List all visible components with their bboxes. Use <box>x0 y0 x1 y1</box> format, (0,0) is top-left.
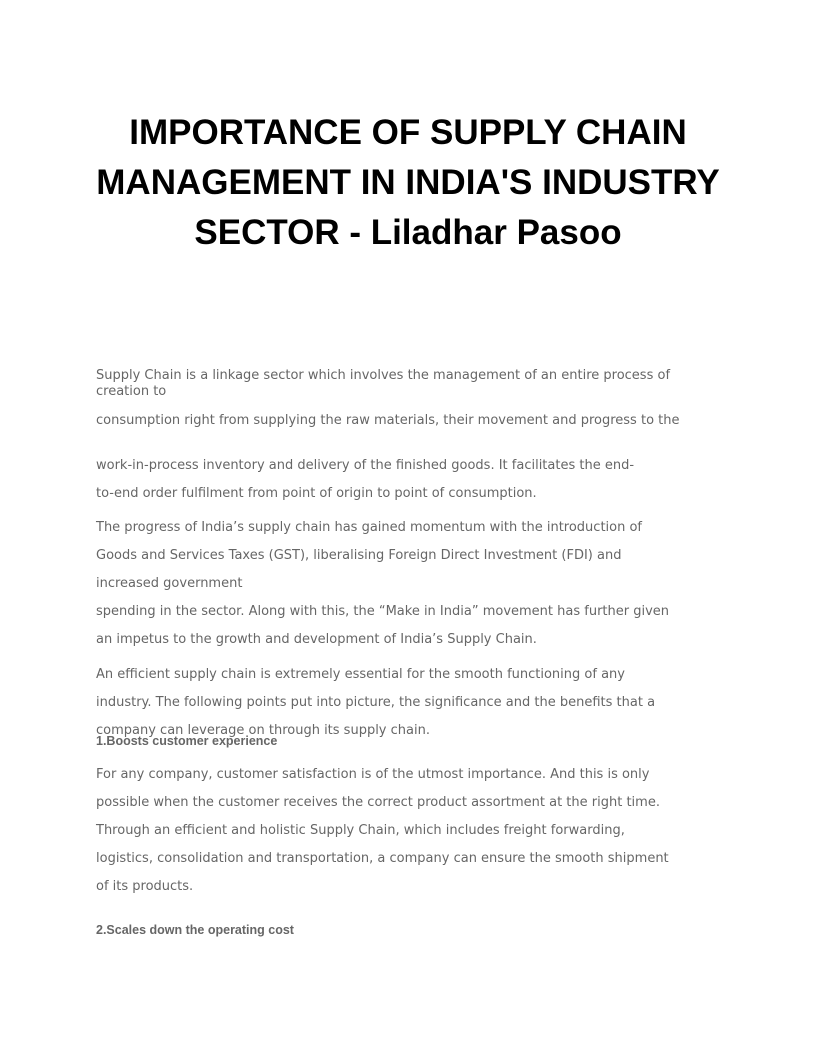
paragraph-1-line-3: work-in-process inventory and delivery of the finished goods. It facilitates the end- <box>96 458 635 473</box>
paragraph-1-line-2: consumption right from supplying the raw materials, their movement and progress to the <box>96 413 680 428</box>
section-1-heading: 1.Boosts customer experience <box>96 734 278 748</box>
section-1-line-1: For any company, customer satisfaction is of the utmost importance. And this is only <box>96 767 650 782</box>
section-1-line-2: possible when the customer receives the correct product assortment at the right time. <box>96 795 660 810</box>
section-1-line-5: of its products. <box>96 879 194 894</box>
paragraph-1-line-1: Supply Chain is a linkage sector which involves the management of an entire process of creation to <box>96 368 671 399</box>
paragraph-2-line-1: The progress of India’s supply chain has gained momentum with the introduction of <box>96 520 643 535</box>
paragraph-2-line-3: increased government <box>96 576 243 591</box>
paragraph-2-line-4: spending in the sector. Along with this, the “Make in India” movement has further given <box>96 604 670 619</box>
paragraph-2-line-2: Goods and Services Taxes (GST), liberalising Foreign Direct Investment (FDI) and <box>96 548 622 563</box>
section-1-line-3: Through an efficient and holistic Supply Chain, which includes freight forwarding, <box>96 823 625 838</box>
section-2-heading: 2.Scales down the operating cost <box>96 923 294 937</box>
paragraph-2-line-5: an impetus to the growth and development of India’s Supply Chain. <box>96 632 537 647</box>
document-title: IMPORTANCE OF SUPPLY CHAIN MANAGEMENT IN INDIA'S INDUSTRY SECTOR - Liladhar Pasoo <box>96 113 720 252</box>
paragraph-3-line-2: industry. The following points put into picture, the significance and the benefits that a <box>96 695 656 710</box>
section-1-line-4: logistics, consolidation and transportation, a company can ensure the smooth shipment <box>96 851 669 866</box>
paragraph-1-line-4: to-end order fulfilment from point of origin to point of consumption. <box>96 486 537 501</box>
paragraph-3-line-1: An efficient supply chain is extremely essential for the smooth functioning of any <box>96 667 625 682</box>
paragraph-3-line-3: company can leverage on through its supply chain. <box>96 723 430 738</box>
